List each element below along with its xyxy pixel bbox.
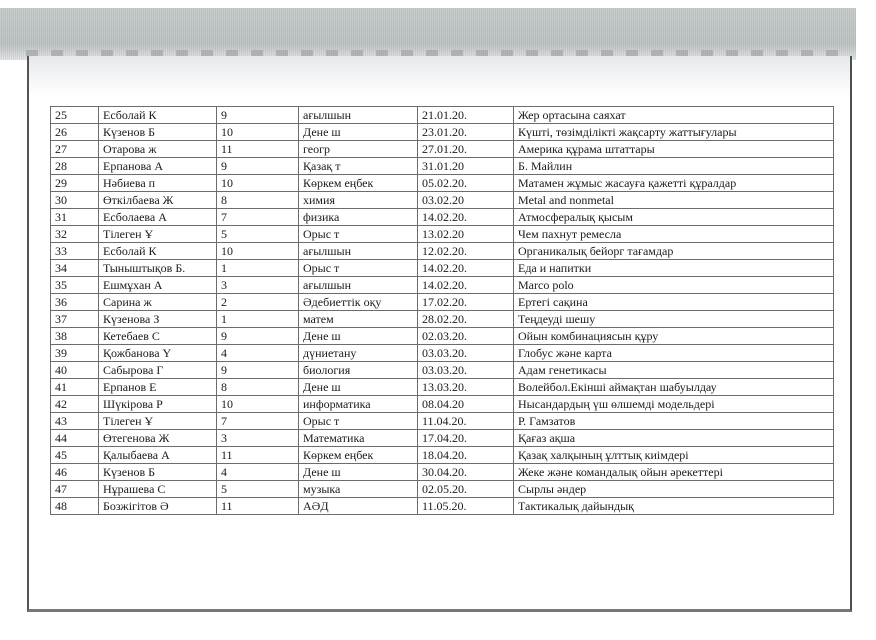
date-cell: 31.01.20 [418,158,514,175]
grade-cell: 9 [217,362,299,379]
grade-cell: 10 [217,396,299,413]
row-number-cell: 47 [51,481,99,498]
date-cell: 21.01.20. [418,107,514,124]
lesson-topic-cell: Жер ортасына саяхат [514,107,834,124]
teacher-name-cell: Шүкірова Р [99,396,217,413]
grade-cell: 9 [217,328,299,345]
teacher-name-cell: Өтегенова Ж [99,430,217,447]
grade-cell: 9 [217,107,299,124]
subject-cell: дүниетану [299,345,418,362]
lesson-topic-cell: Теңдеуді шешу [514,311,834,328]
lesson-schedule-table [50,106,834,515]
teacher-name-cell: Есболаева А [99,209,217,226]
row-number-cell: 43 [51,413,99,430]
lesson-topic-cell: Органикалық бейорг тағамдар [514,243,834,260]
row-number-cell: 33 [51,243,99,260]
lesson-topic-cell: Қазақ халқының ұлттық киімдері [514,447,834,464]
grade-cell: 2 [217,294,299,311]
subject-cell: Көркем еңбек [299,447,418,464]
row-number-cell: 27 [51,141,99,158]
table-row [51,243,834,260]
subject-cell: Математика [299,430,418,447]
lesson-topic-cell: Тактикалық дайындық [514,498,834,515]
lesson-topic-cell: Қағаз ақша [514,430,834,447]
table-row [51,362,834,379]
lesson-topic-cell: Күшті, төзімділікті жақсарту жаттығулары [514,124,834,141]
row-number-cell: 32 [51,226,99,243]
lesson-topic-cell: Нысандардың үш өлшемді модельдері [514,396,834,413]
date-cell: 02.03.20. [418,328,514,345]
grade-cell: 7 [217,413,299,430]
subject-cell: ағылшын [299,243,418,260]
table-row [51,294,834,311]
table-row [51,226,834,243]
date-cell: 18.04.20. [418,447,514,464]
date-cell: 02.05.20. [418,481,514,498]
lesson-topic-cell: Ертегі сақина [514,294,834,311]
table-row [51,192,834,209]
row-number-cell: 46 [51,464,99,481]
subject-cell: АӘД [299,498,418,515]
teacher-name-cell: Отарова ж [99,141,217,158]
lesson-topic-cell: Сырлы әндер [514,481,834,498]
row-number-cell: 40 [51,362,99,379]
date-cell: 28.02.20. [418,311,514,328]
lesson-topic-cell: Б. Майлин [514,158,834,175]
date-cell: 14.02.20. [418,277,514,294]
subject-cell: матем [299,311,418,328]
date-cell: 11.05.20. [418,498,514,515]
table-row [51,498,834,515]
date-cell: 03.03.20. [418,345,514,362]
teacher-name-cell: Өткілбаева Ж [99,192,217,209]
date-cell: 08.04.20 [418,396,514,413]
grade-cell: 1 [217,260,299,277]
date-cell: 11.04.20. [418,413,514,430]
grade-cell: 10 [217,124,299,141]
grade-cell: 5 [217,481,299,498]
row-number-cell: 48 [51,498,99,515]
teacher-name-cell: Күзенов Б [99,124,217,141]
grade-cell: 4 [217,345,299,362]
grade-cell: 3 [217,277,299,294]
row-number-cell: 41 [51,379,99,396]
grade-cell: 5 [217,226,299,243]
row-number-cell: 39 [51,345,99,362]
table-row [51,413,834,430]
grade-cell: 11 [217,498,299,515]
table-row [51,379,834,396]
subject-cell: ағылшын [299,277,418,294]
table-row [51,209,834,226]
date-cell: 17.04.20. [418,430,514,447]
table-row [51,175,834,192]
table-row [51,311,834,328]
table-row [51,260,834,277]
table-row [51,481,834,498]
table-row [51,396,834,413]
row-number-cell: 45 [51,447,99,464]
teacher-name-cell: Ешмұхан А [99,277,217,294]
date-cell: 13.03.20. [418,379,514,396]
lesson-topic-cell: Ойын комбинациясын құру [514,328,834,345]
table-row [51,447,834,464]
teacher-name-cell: Қожбанова Ү [99,345,217,362]
lesson-topic-cell: Америка құрама штаттары [514,141,834,158]
date-cell: 30.04.20. [418,464,514,481]
date-cell: 14.02.20. [418,209,514,226]
table-row [51,124,834,141]
subject-cell: Әдебиеттік оқу [299,294,418,311]
subject-cell: биология [299,362,418,379]
row-number-cell: 26 [51,124,99,141]
row-number-cell: 28 [51,158,99,175]
grade-cell: 10 [217,175,299,192]
row-number-cell: 29 [51,175,99,192]
teacher-name-cell: Тыныштықов Б. [99,260,217,277]
lesson-topic-cell: Глобус және карта [514,345,834,362]
teacher-name-cell: Есболай К [99,243,217,260]
grade-cell: 7 [217,209,299,226]
table-row [51,107,834,124]
subject-cell: Орыс т [299,260,418,277]
lesson-topic-cell: Еда и напитки [514,260,834,277]
grade-cell: 11 [217,141,299,158]
lesson-topic-cell: Marco polo [514,277,834,294]
subject-cell: Қазақ т [299,158,418,175]
grade-cell: 9 [217,158,299,175]
row-number-cell: 37 [51,311,99,328]
date-cell: 27.01.20. [418,141,514,158]
teacher-name-cell: Ерпанов Е [99,379,217,396]
table-row [51,430,834,447]
row-number-cell: 38 [51,328,99,345]
row-number-cell: 44 [51,430,99,447]
table-row [51,141,834,158]
grade-cell: 3 [217,430,299,447]
grade-cell: 11 [217,447,299,464]
lesson-topic-cell: Матамен жұмыс жасауға қажетті құралдар [514,175,834,192]
subject-cell: Орыс т [299,226,418,243]
lesson-topic-cell: Жеке және командалық ойын әрекеттері [514,464,834,481]
subject-cell: Көркем еңбек [299,175,418,192]
table-row [51,158,834,175]
subject-cell: Дене ш [299,124,418,141]
teacher-name-cell: Қалыбаева А [99,447,217,464]
teacher-name-cell: Тілеген Ұ [99,413,217,430]
subject-cell: физика [299,209,418,226]
date-cell: 17.02.20. [418,294,514,311]
date-cell: 03.02.20 [418,192,514,209]
subject-cell: Дене ш [299,379,418,396]
teacher-name-cell: Есболай К [99,107,217,124]
teacher-name-cell: Сабырова Г [99,362,217,379]
date-cell: 13.02.20 [418,226,514,243]
date-cell: 12.02.20. [418,243,514,260]
date-cell: 14.02.20. [418,260,514,277]
table-row [51,345,834,362]
date-cell: 05.02.20. [418,175,514,192]
lesson-topic-cell: Атмосфералық қысым [514,209,834,226]
scan-margin [856,0,876,640]
lesson-topic-cell: Metal and nonmetal [514,192,834,209]
grade-cell: 1 [217,311,299,328]
row-number-cell: 34 [51,260,99,277]
subject-cell: информатика [299,396,418,413]
subject-cell: геогр [299,141,418,158]
grade-cell: 8 [217,192,299,209]
grade-cell: 8 [217,379,299,396]
teacher-name-cell: Нұрашева С [99,481,217,498]
teacher-name-cell: Күзенов Б [99,464,217,481]
subject-cell: Дене ш [299,328,418,345]
lesson-topic-cell: Волейбол.Екінші аймақтан шабуылдау [514,379,834,396]
teacher-name-cell: Кетебаев С [99,328,217,345]
grade-cell: 10 [217,243,299,260]
table-row [51,277,834,294]
teacher-name-cell: Бозжігітов Ә [99,498,217,515]
row-number-cell: 25 [51,107,99,124]
teacher-name-cell: Ерпанова А [99,158,217,175]
subject-cell: ағылшын [299,107,418,124]
date-cell: 03.03.20. [418,362,514,379]
table-body [51,107,834,515]
teacher-name-cell: Күзенова З [99,311,217,328]
date-cell: 23.01.20. [418,124,514,141]
row-number-cell: 35 [51,277,99,294]
subject-cell: музыка [299,481,418,498]
row-number-cell: 31 [51,209,99,226]
teacher-name-cell: Нәбиева п [99,175,217,192]
row-number-cell: 36 [51,294,99,311]
teacher-name-cell: Сарина ж [99,294,217,311]
row-number-cell: 30 [51,192,99,209]
subject-cell: Орыс т [299,413,418,430]
lesson-topic-cell: Р. Гамзатов [514,413,834,430]
table-row [51,464,834,481]
lesson-topic-cell: Адам генетикасы [514,362,834,379]
teacher-name-cell: Тілеген Ұ [99,226,217,243]
row-number-cell: 42 [51,396,99,413]
subject-cell: Дене ш [299,464,418,481]
grade-cell: 4 [217,464,299,481]
subject-cell: химия [299,192,418,209]
table-row [51,328,834,345]
lesson-topic-cell: Чем пахнут ремесла [514,226,834,243]
